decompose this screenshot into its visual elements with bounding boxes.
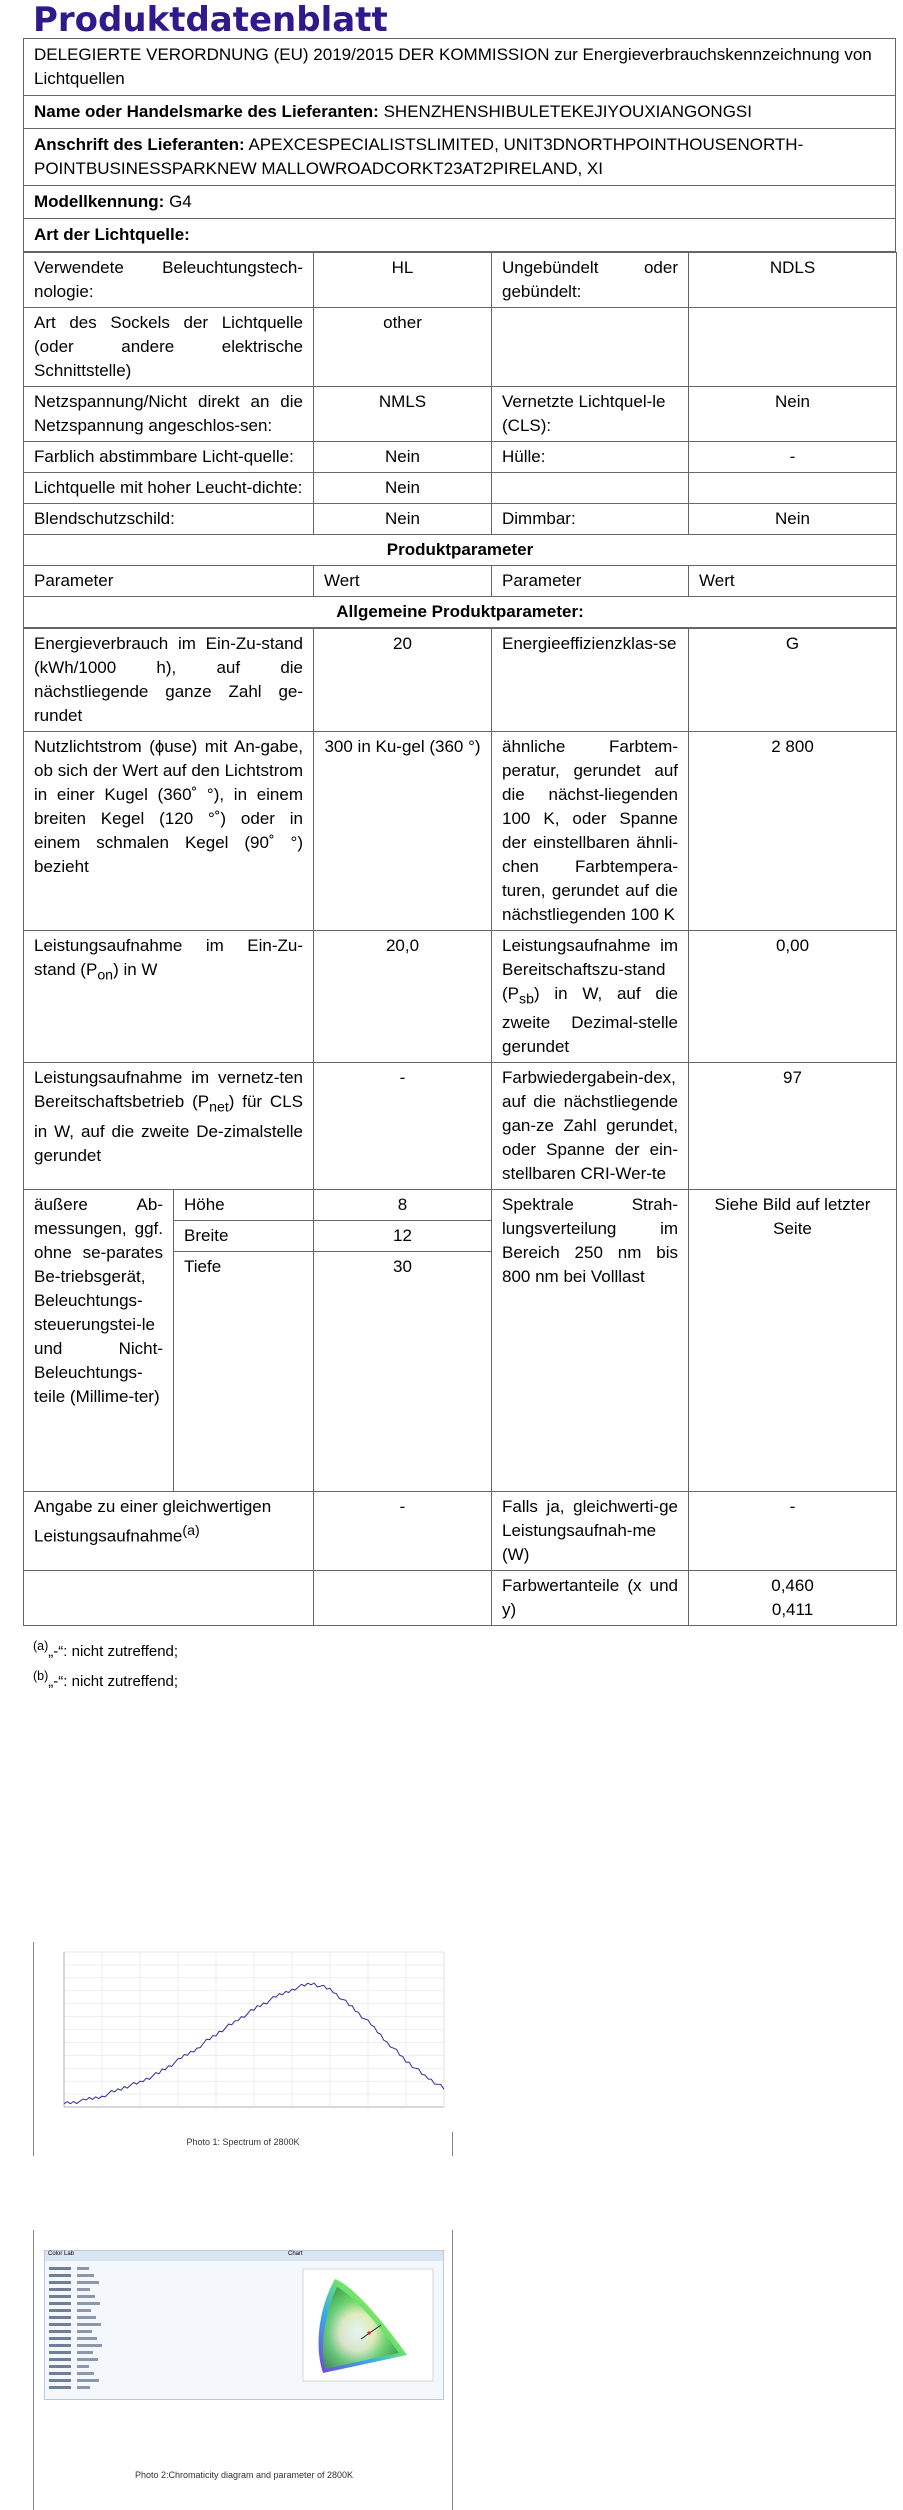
parameter-line [49, 2287, 169, 2293]
param-label [492, 473, 689, 504]
table-row [24, 1492, 897, 1571]
param-value: Siehe Bild auf letzter Seite [689, 1190, 897, 1492]
param-label: Blendschutzschild: [24, 504, 314, 535]
address-value: APEXCESPECIALISTSLIMITED, UNIT3DNORTHPOINTHOUSENORTH-POINTBUSINESSPARKNEW MALLOWROADCORKT23AT2PIRELAND, XI [34, 135, 804, 178]
param-label: Spektrale Strah-lungsverteilung im Bereich 250 nm bis 800 nm bei Volllast [492, 1190, 689, 1492]
photo2-caption: Photo 2:Chromaticity diagram and parameter of 2800K [134, 2470, 354, 2480]
table-row [24, 931, 897, 1063]
param-value: 300 in Ku-gel (360 °) [314, 732, 492, 931]
supplier-row [23, 96, 896, 129]
param-label: Farbwertanteile (x und y) [492, 1571, 689, 1626]
param-value: other [314, 308, 492, 387]
parameter-line [49, 2322, 169, 2328]
supplier-label: Name oder Handelsmarke des Lieferanten: [34, 102, 379, 121]
regulation-box [23, 38, 896, 96]
dim-label: Breite [174, 1221, 314, 1252]
param-value: - [689, 442, 897, 473]
param-value: Nein [314, 504, 492, 535]
table-row [24, 1571, 897, 1626]
parameter-line [49, 2266, 169, 2272]
param-label: Farbwiedergabein-dex, auf die nächstliegende gan-ze Zahl gerundet, oder Spanne der ein-stellbaren CRI-Wer-te [492, 1063, 689, 1190]
column-header-row [24, 566, 897, 597]
param-label: Netzspannung/Nicht direkt an die Netzspannung angeschlos-sen: [24, 387, 314, 442]
table-row [24, 308, 897, 387]
parameter-line [49, 2273, 169, 2279]
dim-label: Höhe [174, 1190, 314, 1221]
footnote: $^{(a)}$„-“: nicht zutreffend; [33, 1639, 179, 1661]
param-label [492, 308, 689, 387]
art-label: Art der Lichtquelle: [34, 225, 190, 244]
table-row [24, 732, 897, 931]
parameter-line [49, 2371, 169, 2377]
column-header: Wert [689, 566, 897, 597]
parameter-list [49, 2265, 169, 2392]
column-header: Wert [314, 566, 492, 597]
param-label: Art des Sockels der Lichtquelle (oder andere elektrische Schnittstelle) [24, 308, 314, 387]
chart-header: Chart [285, 2251, 443, 2261]
table-row [24, 1063, 897, 1190]
product-parameter-table [23, 628, 897, 1626]
section-allgemein: Allgemeine Produktparameter: [24, 597, 897, 628]
param-label: Vernetzte Lichtquel-le (CLS): [492, 387, 689, 442]
address-row [23, 129, 896, 186]
spectrum-photo [33, 1942, 453, 2156]
table-row [24, 1190, 897, 1221]
param-value: Nein [689, 387, 897, 442]
spectrum-chart [34, 1942, 454, 2132]
model-row [23, 186, 896, 219]
chromaticity-photo [33, 2230, 453, 2510]
param-value: NDLS [689, 253, 897, 308]
param-value: Nein [689, 504, 897, 535]
param-label: Energieverbrauch im Ein-Zu-stand (kWh/1000 h), auf die nächstliegende ganze Zahl ge-rundet [24, 629, 314, 732]
photo1-caption: Photo 1: Spectrum of 2800K [186, 2137, 300, 2147]
param-label: Leistungsaufnahme im Ein-Zu-stand $(P_{on})$ in W [24, 931, 314, 1063]
parameter-line [49, 2336, 169, 2342]
footnotes [23, 1626, 896, 1694]
param-value: G [689, 629, 897, 732]
parameter-line [49, 2378, 169, 2384]
param-value [689, 308, 897, 387]
parameter-line [49, 2357, 169, 2363]
footnote: $^{(b)}$„-“: nicht zutreffend; [33, 1669, 179, 1691]
param-label: Lichtquelle mit hoher Leucht-dichte: [24, 473, 314, 504]
dim-value: 12 [314, 1221, 492, 1252]
regulation-text: DELEGIERTE VERORDNUNG (EU) 2019/2015 DER KOMMISSION zur Energieverbrauchskennzeichnung von Lichtquellen [34, 45, 872, 88]
param-label: Nutzlichtstrom (ɸuse) mit An-gabe, ob sich der Wert auf den Lichtstrom in einer Kugel (360˚ °), in einem breiten Kegel (120 °˚) oder in einem schmalen Kegel (90˚ °) bezieht [24, 732, 314, 931]
chromaticity-point [367, 2331, 370, 2334]
column-header: Parameter [492, 566, 689, 597]
cie-diagram [289, 2265, 439, 2395]
parameter-line [49, 2308, 169, 2314]
param-value: 20,0 [314, 931, 492, 1063]
param-value: - [314, 1492, 492, 1571]
param-label: Verwendete Beleuchtungstech-nologie: [24, 253, 314, 308]
param-label: Dimmbar: [492, 504, 689, 535]
param-value: NMLS [314, 387, 492, 442]
param-label: Leistungsaufnahme im Bereitschaftszu-stand $(P_{sb})$ in W, auf die zweite Dezimal-stelle gerundet [492, 931, 689, 1063]
table-row [24, 253, 897, 308]
table-row [24, 504, 897, 535]
table-row [24, 473, 897, 504]
param-label: Falls ja, gleichwerti-ge Leistungsaufnah-me (W) [492, 1492, 689, 1571]
dim-label: Tiefe [174, 1252, 314, 1492]
table-row [24, 387, 897, 442]
param-label: ähnliche Farbtem-peratur, gerundet auf die nächst-liegenden 100 K, oder Spanne der einstellbaren ähnli-chen Farbtempera-turen, gerundet auf die nächstliegenden 100 K [492, 732, 689, 931]
param-value: 97 [689, 1063, 897, 1190]
param-value: 0,00 [689, 931, 897, 1063]
parameter-line [49, 2329, 169, 2335]
table-row [24, 629, 897, 732]
section-header-row [24, 597, 897, 628]
page-title: Produktdatenblatt [33, 0, 388, 38]
param-value: - [689, 1492, 897, 1571]
art-row [23, 219, 896, 252]
parameter-line [49, 2294, 169, 2300]
parameter-line [49, 2350, 169, 2356]
parameter-line [49, 2301, 169, 2307]
param-value: Nein [314, 442, 492, 473]
parameter-line [49, 2343, 169, 2349]
param-value: HL [314, 253, 492, 308]
color-lab-header: Color Lab [45, 2251, 285, 2261]
param-value: - [314, 1063, 492, 1190]
dim-value: 8 [314, 1190, 492, 1221]
section-header-row [24, 535, 897, 566]
table-row [24, 442, 897, 473]
param-label: Energieeffizienzklas-se [492, 629, 689, 732]
parameter-line [49, 2280, 169, 2286]
param-label: Farblich abstimmbare Licht-quelle: [24, 442, 314, 473]
param-value: 0,460 0,411 [689, 1571, 897, 1626]
parameter-line [49, 2385, 169, 2391]
column-header: Parameter [24, 566, 314, 597]
param-value: 2 800 [689, 732, 897, 931]
param-label: Hülle: [492, 442, 689, 473]
supplier-value: SHENZHENSHIBULETEKEJIYOUXIANGONGSI [383, 102, 752, 121]
model-label: Modellkennung: [34, 192, 165, 211]
param-value: Nein [314, 473, 492, 504]
section-produktparameter: Produktparameter [24, 535, 897, 566]
model-value: G4 [169, 192, 192, 211]
param-label: Angabe zu einer gleichwertigen Leistungsaufnahme$^{(a)}$ [24, 1492, 314, 1571]
param-label: äußere Ab-messungen, ggf. ohne se-parates Be-triebsgerät, Beleuchtungs-steuerungstei-le und Nicht-Beleuchtungs-teile (Millime-ter) [24, 1190, 174, 1492]
parameter-line [49, 2364, 169, 2370]
address-label: Anschrift des Lieferanten: [34, 135, 245, 154]
param-value: 20 [314, 629, 492, 732]
datasheet [23, 0, 896, 1694]
param-label: Ungebündelt oder gebündelt: [492, 253, 689, 308]
param-value [689, 473, 897, 504]
param-label: Leistungsaufnahme im vernetz-ten Bereitschaftsbetrieb $(P_{net})$ für CLS in W, auf die zweite De-zimalstelle gerundet [24, 1063, 314, 1190]
light-source-table [23, 252, 897, 628]
dim-value: 30 [314, 1252, 492, 1492]
parameter-line [49, 2315, 169, 2321]
color-lab-panel [44, 2250, 444, 2400]
